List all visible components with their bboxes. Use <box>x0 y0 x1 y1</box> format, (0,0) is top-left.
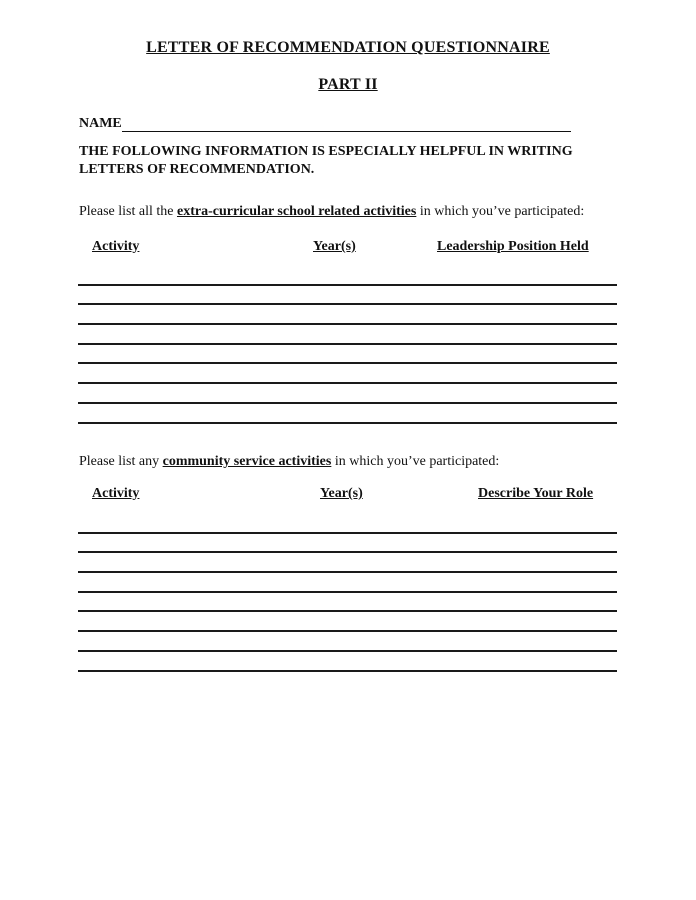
blank-answer-line[interactable] <box>78 286 617 306</box>
name-label: NAME <box>79 116 122 131</box>
section1-prompt-keyword: extra-curricular school related activities <box>176 204 417 219</box>
blank-answer-line[interactable] <box>78 404 617 424</box>
intro-statement: THE FOLLOWING INFORMATION IS ESPECIALLY HELPFUL IN WRITING LETTERS OF RECOMMENDATION. <box>79 144 573 178</box>
blank-answer-line[interactable] <box>78 593 617 613</box>
section2-prompt-suffix: in which you’ve participated: <box>331 454 500 469</box>
blank-answer-line[interactable] <box>78 632 617 652</box>
section2-column-header-describe-your-role: Describe Your Role <box>478 486 594 501</box>
section1-column-headers <box>78 239 617 255</box>
name-input-line[interactable] <box>122 116 571 132</box>
blank-answer-line[interactable] <box>78 384 617 404</box>
document-subtitle: PART II <box>318 76 378 93</box>
blank-answer-line[interactable] <box>78 612 617 632</box>
blank-answer-line[interactable] <box>78 266 617 286</box>
document-title: LETTER OF RECOMMENDATION QUESTIONNAIRE <box>146 39 550 56</box>
blank-answer-line[interactable] <box>78 305 617 325</box>
name-field-row <box>79 116 571 132</box>
section2-column-headers <box>78 486 617 502</box>
section2-prompt-prefix: Please list any <box>79 454 163 469</box>
blank-answer-line[interactable] <box>78 325 617 345</box>
section2-column-header-years: Year(s) <box>320 486 363 501</box>
section2-answer-lines <box>78 514 617 672</box>
blank-answer-line[interactable] <box>78 573 617 593</box>
section2-prompt <box>79 454 615 470</box>
blank-answer-line[interactable] <box>78 553 617 573</box>
section1-column-header-years: Year(s) <box>313 239 356 254</box>
section1-column-header-leadership-position-held: Leadership Position Held <box>437 239 589 254</box>
section1-prompt <box>79 204 615 220</box>
blank-answer-line[interactable] <box>78 514 617 534</box>
section2-prompt-keyword: community service activities <box>162 454 332 469</box>
section1-answer-lines <box>78 266 617 424</box>
blank-answer-line[interactable] <box>78 652 617 672</box>
blank-answer-line[interactable] <box>78 345 617 365</box>
section1-column-header-activity: Activity <box>92 239 140 254</box>
section2-column-header-activity: Activity <box>92 486 140 501</box>
blank-answer-line[interactable] <box>78 364 617 384</box>
blank-answer-line[interactable] <box>78 534 617 554</box>
section1-prompt-suffix: in which you’ve participated: <box>416 204 585 219</box>
section1-prompt-prefix: Please list all the <box>79 204 177 219</box>
